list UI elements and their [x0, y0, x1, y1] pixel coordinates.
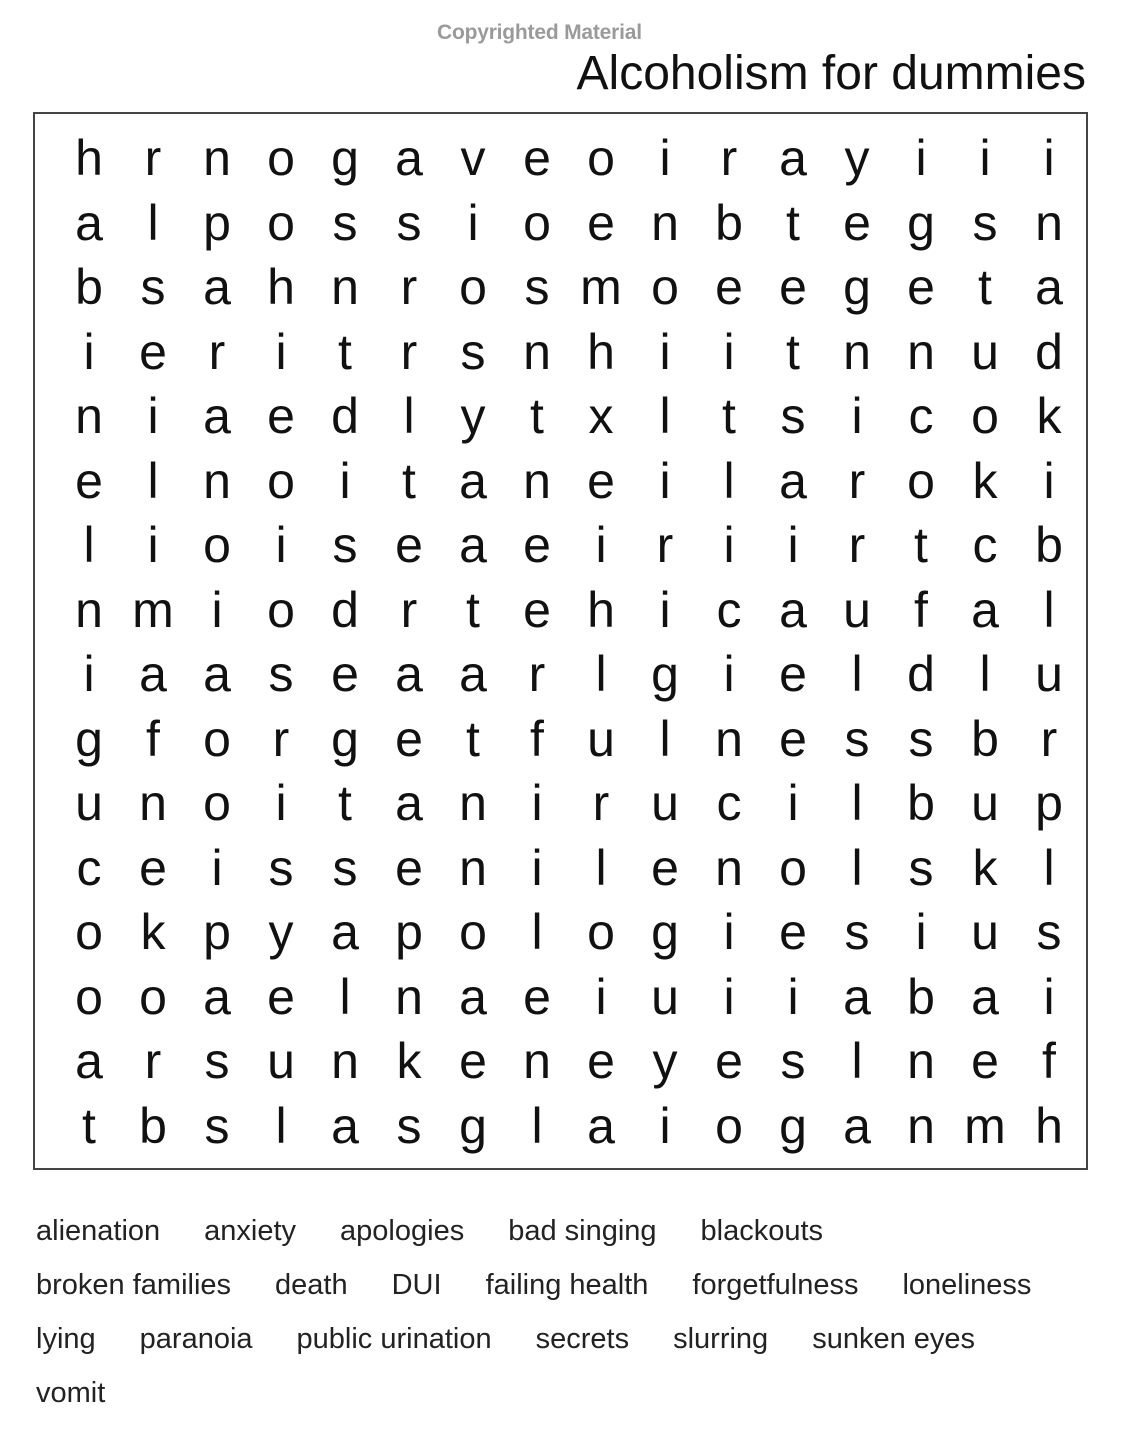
grid-letter: n [715, 710, 743, 767]
word-list-item: sunken eyes [812, 1322, 976, 1355]
grid-letter: i [659, 581, 671, 638]
grid-letter: e [459, 1033, 487, 1089]
grid-letter: x [588, 388, 614, 444]
grid-letter: b [971, 710, 999, 767]
grid-letter: s [780, 388, 806, 444]
grid-letter: l [147, 194, 159, 251]
grid-letter: p [203, 194, 231, 251]
grid-letter: g [779, 1097, 807, 1154]
grid-letter: s [396, 194, 422, 251]
grid-letter: a [843, 1097, 871, 1154]
grid-letter: i [723, 517, 735, 573]
grid-letter: a [779, 130, 807, 186]
grid-letter: k [140, 904, 166, 960]
grid-letter: e [267, 968, 295, 1025]
grid-letter: c [908, 388, 934, 444]
grid-letter: g [459, 1097, 487, 1154]
grid-letter: s [140, 259, 166, 315]
grid-letter: c [716, 581, 742, 638]
grid-letter: v [460, 130, 486, 186]
grid-letter: h [1035, 1097, 1063, 1154]
grid-letter: d [1035, 323, 1063, 380]
grid-letter: i [787, 517, 799, 573]
grid-letter: t [978, 259, 992, 315]
grid-letter: t [722, 388, 736, 444]
grid-letter: n [523, 323, 551, 380]
grid-letter: a [75, 194, 103, 251]
grid-letter: l [83, 517, 95, 573]
grid-letter: e [779, 646, 807, 702]
grid-letter: o [75, 968, 103, 1025]
grid-letter: i [723, 323, 735, 380]
grid-letter: e [395, 517, 423, 573]
grid-letter: k [972, 452, 998, 509]
grid-letter: r [528, 646, 546, 702]
grid-letter: y [844, 130, 870, 186]
grid-letter: o [587, 130, 615, 186]
grid-letter: h [75, 130, 103, 186]
grid-letter: a [203, 388, 231, 444]
grid-letter: s [396, 1097, 422, 1154]
word-list-item: lying [36, 1322, 96, 1355]
grid-letter: o [267, 581, 295, 638]
grid-letter: l [531, 1097, 543, 1154]
grid-letter: a [395, 775, 423, 831]
grid-letter: l [1043, 581, 1055, 638]
grid-letter: b [1035, 517, 1063, 573]
grid-letter: a [459, 646, 487, 702]
word-list-item: bad singing [508, 1214, 657, 1247]
grid-letter: e [779, 710, 807, 767]
word-list-row [36, 1258, 1106, 1312]
grid-letter: i [275, 323, 287, 380]
grid-letter: r [400, 323, 418, 380]
grid-letter: n [75, 581, 103, 638]
grid-letter: o [715, 1097, 743, 1154]
grid-letter: c [76, 839, 102, 896]
word-search-grid-frame [33, 112, 1088, 1170]
grid-letter: a [971, 968, 999, 1025]
word-list-item: loneliness [902, 1268, 1032, 1301]
grid-letter: g [75, 710, 103, 767]
grid-letter: t [466, 581, 480, 638]
grid-letter: i [275, 517, 287, 573]
grid-letter: k [972, 839, 998, 896]
grid-letter: p [203, 904, 231, 960]
grid-letter: e [779, 904, 807, 960]
word-list-item: paranoia [139, 1322, 253, 1355]
grid-letter: e [139, 323, 167, 380]
grid-letter: e [907, 259, 935, 315]
grid-letter: e [395, 710, 423, 767]
grid-letter: l [851, 646, 863, 702]
grid-letter: t [786, 194, 800, 251]
grid-letter: e [395, 839, 423, 896]
word-list-row [36, 1204, 1106, 1258]
grid-letter: a [1035, 259, 1063, 315]
grid-letter: b [715, 194, 743, 251]
grid-letter: s [332, 839, 358, 896]
grid-letter: o [907, 452, 935, 509]
grid-letter: a [779, 452, 807, 509]
grid-letter: u [1035, 646, 1063, 702]
grid-letter: k [1036, 388, 1062, 444]
grid-letter: r [1040, 710, 1058, 767]
grid-letter: r [656, 517, 674, 573]
grid-letter: i [595, 517, 607, 573]
grid-letter: y [460, 388, 486, 444]
grid-letter: u [587, 710, 615, 767]
word-list-item: forgetfulness [692, 1268, 859, 1301]
grid-letter: l [851, 839, 863, 896]
grid-letter: i [531, 839, 543, 896]
word-list-item: slurring [673, 1322, 769, 1355]
grid-letter: o [523, 194, 551, 251]
grid-letter: h [267, 259, 295, 315]
grid-letter: n [331, 1033, 359, 1089]
word-list-row [36, 1366, 1106, 1420]
grid-letter: g [651, 646, 679, 702]
grid-letter: r [592, 775, 610, 831]
grid-letter: f [1042, 1033, 1056, 1089]
grid-letter: n [459, 839, 487, 896]
grid-letter: n [907, 323, 935, 380]
grid-letter: g [331, 710, 359, 767]
grid-letter: i [723, 646, 735, 702]
grid-letter: r [144, 130, 162, 186]
grid-letter: l [595, 646, 607, 702]
grid-letter: i [339, 452, 351, 509]
grid-letter: b [75, 259, 103, 315]
grid-letter: m [132, 581, 174, 638]
grid-letter: l [531, 904, 543, 960]
grid-letter: a [459, 517, 487, 573]
grid-letter: i [531, 775, 543, 831]
grid-letter: e [587, 452, 615, 509]
grid-letter: i [915, 904, 927, 960]
grid-letter: s [268, 646, 294, 702]
grid-letter: i [723, 904, 735, 960]
grid-letter: o [203, 517, 231, 573]
grid-letter: o [203, 710, 231, 767]
grid-letter: a [395, 130, 423, 186]
grid-letter: s [524, 259, 550, 315]
grid-letter: a [203, 259, 231, 315]
grid-letter: l [979, 646, 991, 702]
grid-letter: i [147, 388, 159, 444]
grid-letter: e [843, 194, 871, 251]
grid-letter: i [83, 646, 95, 702]
grid-letter: t [82, 1097, 96, 1154]
grid-letter: e [75, 452, 103, 509]
grid-letter: r [208, 323, 226, 380]
grid-letter: a [139, 646, 167, 702]
grid-letter: s [908, 710, 934, 767]
grid-letter: i [147, 517, 159, 573]
grid-letter: s [204, 1033, 230, 1089]
word-list-item: public urination [296, 1322, 492, 1355]
grid-letter: s [780, 1033, 806, 1089]
grid-letter: c [716, 775, 742, 831]
grid-letter: f [914, 581, 928, 638]
grid-letter: e [779, 259, 807, 315]
grid-letter: i [787, 775, 799, 831]
grid-letter: n [75, 388, 103, 444]
grid-letter: o [267, 130, 295, 186]
grid-letter: n [331, 259, 359, 315]
grid-letter: o [75, 904, 103, 960]
grid-letter: u [971, 775, 999, 831]
grid-letter: t [786, 323, 800, 380]
grid-letter: y [652, 1033, 678, 1089]
grid-letter: g [651, 904, 679, 960]
grid-letter: o [779, 839, 807, 896]
grid-letter: i [659, 1097, 671, 1154]
grid-letter: b [907, 775, 935, 831]
grid-letter: r [272, 710, 290, 767]
grid-letter: o [139, 968, 167, 1025]
grid-letter: d [331, 581, 359, 638]
grid-letter: t [914, 517, 928, 573]
grid-letter: f [530, 710, 544, 767]
grid-letter: s [1036, 904, 1062, 960]
grid-letter: a [203, 968, 231, 1025]
grid-letter: e [715, 1033, 743, 1089]
grid-letter: r [720, 130, 738, 186]
grid-letter: a [203, 646, 231, 702]
grid-letter: u [651, 775, 679, 831]
grid-letter: n [1035, 194, 1063, 251]
word-list-item: alienation [36, 1214, 161, 1247]
grid-letter: i [1043, 130, 1055, 186]
grid-letter: n [523, 452, 551, 509]
grid-letter: i [915, 130, 927, 186]
grid-letter: e [331, 646, 359, 702]
grid-letter: s [908, 839, 934, 896]
grid-letter: a [331, 904, 359, 960]
grid-letter: p [395, 904, 423, 960]
grid-letter: r [144, 1033, 162, 1089]
grid-letter: a [459, 968, 487, 1025]
grid-letter: r [400, 259, 418, 315]
grid-letter: i [659, 130, 671, 186]
grid-letter: n [715, 839, 743, 896]
grid-letter: o [459, 904, 487, 960]
grid-letter: e [587, 194, 615, 251]
grid-letter: n [395, 968, 423, 1025]
grid-letter: o [587, 904, 615, 960]
grid-letter: t [338, 775, 352, 831]
grid-letter: p [1035, 775, 1063, 831]
grid-letter: r [848, 517, 866, 573]
grid-letter: i [211, 839, 223, 896]
grid-letter: t [402, 452, 416, 509]
grid-letter: d [331, 388, 359, 444]
word-list-item: failing health [485, 1268, 649, 1301]
grid-letter: o [203, 775, 231, 831]
grid-letter: o [651, 259, 679, 315]
grid-letter: i [659, 323, 671, 380]
grid-letter: e [523, 581, 551, 638]
grid-letter: l [339, 968, 351, 1025]
grid-letter: n [139, 775, 167, 831]
grid-letter: l [403, 388, 415, 444]
grid-letter: n [651, 194, 679, 251]
grid-letter: e [523, 130, 551, 186]
grid-letter: u [843, 581, 871, 638]
grid-letter: f [146, 710, 160, 767]
grid-letter: o [971, 388, 999, 444]
grid-letter: i [467, 194, 479, 251]
grid-letter: l [1043, 839, 1055, 896]
word-list-item: broken families [36, 1268, 232, 1301]
grid-letter: r [848, 452, 866, 509]
grid-letter: n [459, 775, 487, 831]
grid-letter: e [651, 839, 679, 896]
grid-letter: u [75, 775, 103, 831]
grid-letter: i [595, 968, 607, 1025]
grid-letter: o [459, 259, 487, 315]
grid-letter: i [979, 130, 991, 186]
grid-letter: s [204, 1097, 230, 1154]
grid-letter: a [779, 581, 807, 638]
grid-letter: s [268, 839, 294, 896]
grid-letter: i [1043, 968, 1055, 1025]
grid-letter: e [139, 839, 167, 896]
grid-letter: a [459, 452, 487, 509]
grid-letter: l [147, 452, 159, 509]
grid-letter: h [587, 323, 615, 380]
grid-letter: k [396, 1033, 422, 1089]
grid-letter: u [971, 904, 999, 960]
grid-letter: i [659, 452, 671, 509]
grid-letter: c [972, 517, 998, 573]
grid-letter: e [523, 968, 551, 1025]
grid-letter: s [844, 904, 870, 960]
word-list-item: DUI [391, 1268, 442, 1301]
grid-letter: u [267, 1033, 295, 1089]
grid-letter: b [907, 968, 935, 1025]
letter-grid [57, 126, 1081, 1158]
grid-letter: m [964, 1097, 1006, 1154]
grid-letter: e [587, 1033, 615, 1089]
grid-letter: i [723, 968, 735, 1025]
grid-letter: s [460, 323, 486, 380]
grid-letter: s [332, 517, 358, 573]
grid-letter: a [587, 1097, 615, 1154]
grid-letter: i [851, 388, 863, 444]
word-list [36, 1204, 1106, 1420]
grid-letter: n [843, 323, 871, 380]
grid-letter: i [1043, 452, 1055, 509]
copyright-watermark: Copyrighted Material [437, 21, 642, 44]
grid-letter: e [971, 1033, 999, 1089]
grid-letter: h [587, 581, 615, 638]
grid-letter: l [659, 388, 671, 444]
grid-letter: s [844, 710, 870, 767]
word-list-item: anxiety [204, 1214, 297, 1247]
grid-letter: n [523, 1033, 551, 1089]
grid-letter: l [659, 710, 671, 767]
grid-letter: l [851, 1033, 863, 1089]
grid-letter: s [332, 194, 358, 251]
grid-letter: b [139, 1097, 167, 1154]
grid-letter: d [907, 646, 935, 702]
grid-letter: a [843, 968, 871, 1025]
grid-letter: a [331, 1097, 359, 1154]
word-list-item: vomit [36, 1376, 106, 1409]
grid-letter: g [907, 194, 935, 251]
grid-letter: l [275, 1097, 287, 1154]
grid-letter: m [580, 259, 622, 315]
grid-letter: u [971, 323, 999, 380]
grid-letter: a [395, 646, 423, 702]
grid-letter: t [466, 710, 480, 767]
grid-letter: a [971, 581, 999, 638]
grid-letter: i [211, 581, 223, 638]
grid-letter: s [972, 194, 998, 251]
grid-letter: i [83, 323, 95, 380]
grid-letter: o [267, 452, 295, 509]
grid-letter: a [75, 1033, 103, 1089]
grid-letter: e [523, 517, 551, 573]
word-list-item: apologies [340, 1214, 465, 1247]
grid-letter: e [715, 259, 743, 315]
word-list-row [36, 1312, 1106, 1366]
grid-letter: l [851, 775, 863, 831]
grid-letter: r [400, 581, 418, 638]
grid-letter: n [907, 1097, 935, 1154]
grid-letter: g [331, 130, 359, 186]
grid-letter: n [203, 452, 231, 509]
grid-letter: l [595, 839, 607, 896]
word-list-item: blackouts [700, 1214, 824, 1247]
word-list-item: death [275, 1268, 348, 1301]
grid-letter: l [723, 452, 735, 509]
grid-letter: y [268, 904, 294, 960]
grid-letter: n [907, 1033, 935, 1089]
word-list-item: secrets [535, 1322, 630, 1355]
grid-letter: t [338, 323, 352, 380]
grid-letter: o [267, 194, 295, 251]
grid-letter: g [843, 259, 871, 315]
grid-letter: t [530, 388, 544, 444]
grid-letter: n [203, 130, 231, 186]
grid-letter: i [275, 775, 287, 831]
grid-letter: e [267, 388, 295, 444]
grid-letter: u [651, 968, 679, 1025]
grid-letter: i [787, 968, 799, 1025]
puzzle-title: Alcoholism for dummies [576, 47, 1086, 100]
